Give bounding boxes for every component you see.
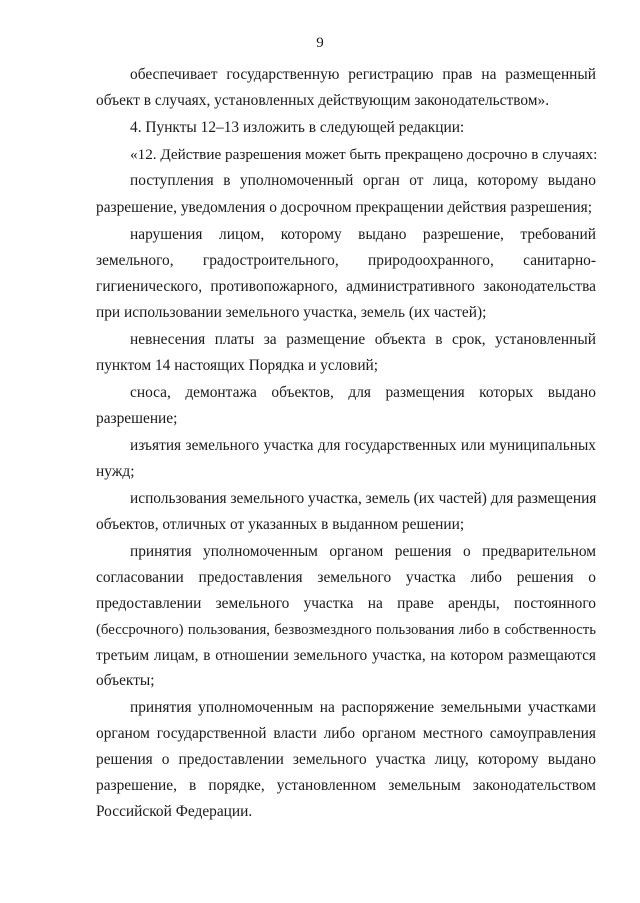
text-line: «12. Действие разрешения может быть прекращено досрочно в случаях: <box>130 146 598 163</box>
text-line: нарушения лицом, которому выдано разрешение, требований <box>130 226 596 243</box>
text-line: Российской Федерации. <box>96 803 253 820</box>
text-line: нужд; <box>96 463 135 480</box>
text-line: объекты; <box>96 672 155 689</box>
text-line: земельного, градостроительного, природоохранного, санитарно- <box>96 252 596 269</box>
text-line: объектов, отличных от указанных в выданном решении; <box>96 516 465 533</box>
text-line: (бессрочного) пользования, безвозмездного пользования либо в собственность <box>96 622 596 638</box>
text-line: объект в случаях, установленных действующим законодательством». <box>96 92 550 109</box>
page-number: 9 <box>316 35 324 51</box>
text-line: органом государственной власти либо органом местного самоуправления <box>96 725 596 742</box>
text-line: гигиенического, противопожарного, административного законодательства <box>96 278 596 295</box>
text-line: пунктом 14 настоящих Порядка и условий; <box>96 357 379 374</box>
text-line: обеспечивает государственную регистрацию прав на размещенный <box>130 66 596 83</box>
text-line: разрешение, в порядке, установленном земельным законодательством <box>96 777 596 794</box>
text-line: изъятия земельного участка для государственных или муниципальных <box>130 437 596 454</box>
text-line: использования земельного участка, земель (их частей) для размещения <box>130 490 597 507</box>
text-line: невнесения платы за размещение объекта в срок, установленный <box>130 331 596 348</box>
text-line: третьим лицам, в отношении земельного участка, на котором размещаются <box>96 647 596 664</box>
text-line: сноса, демонтажа объектов, для размещения которых выдано <box>130 384 596 401</box>
text-line: разрешение; <box>96 410 178 427</box>
text-line: принятия уполномоченным органом решения о предварительном <box>130 543 596 560</box>
text-line: предоставлении земельного участка на праве аренды, постоянного <box>96 595 596 612</box>
text-line: принятия уполномоченным на распоряжение земельными участками <box>130 699 596 716</box>
text-line: поступления в уполномоченный орган от лица, которому выдано <box>130 172 596 189</box>
text-line: решения о предоставлении земельного участка лицу, которому выдано <box>96 751 596 768</box>
text-line: 4. Пункты 12–13 изложить в следующей редакции: <box>130 119 465 136</box>
text-line: согласовании предоставления земельного участка либо решения о <box>96 569 596 586</box>
text-line: разрешение, уведомления о досрочном прекращении действия разрешения; <box>96 199 592 216</box>
text-line: при использовании земельного участка, земель (их частей); <box>96 304 487 321</box>
